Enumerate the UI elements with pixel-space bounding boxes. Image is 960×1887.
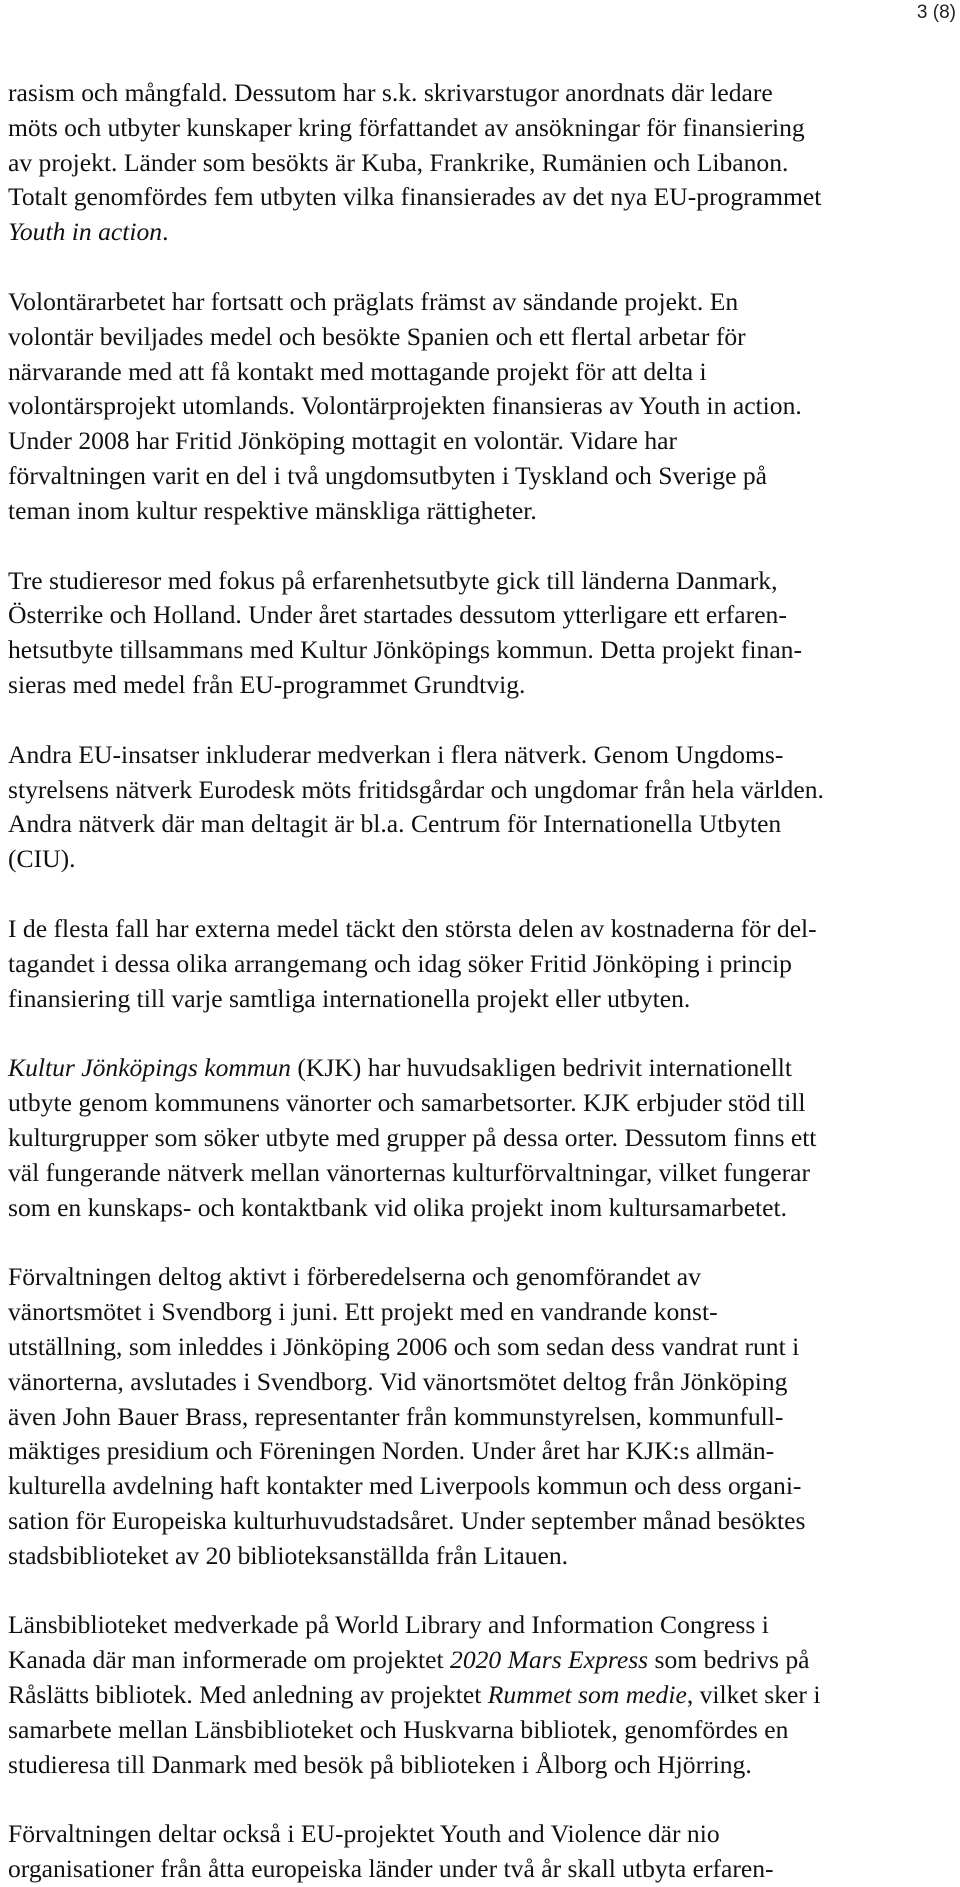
- italic-text: Kultur Jönköpings kommun: [8, 1053, 291, 1083]
- text-line: [8, 215, 948, 250]
- text-segment: Länsbiblioteket medverkade på World Library and Information Congress i: [8, 1610, 769, 1640]
- text-line: [8, 598, 948, 633]
- text-line: [8, 1295, 948, 1330]
- text-line: [8, 320, 948, 355]
- text-line: [8, 1086, 948, 1121]
- text-line: [8, 1156, 948, 1191]
- italic-text: Rummet som medie: [487, 1680, 687, 1710]
- text-segment: Förvaltningen deltar också i EU-projektet Youth and Violence där nio: [8, 1819, 720, 1849]
- text-segment: sation för Europeiska kulturhuvudstadsåret. Under september månad besöktes: [8, 1505, 806, 1535]
- text-line: [8, 355, 948, 390]
- document-body: [8, 76, 948, 1887]
- text-line: [8, 738, 948, 773]
- text-segment: även John Bauer Brass, representanter från kommunstyrelsen, kommunfull-: [8, 1401, 784, 1431]
- text-segment: vänorterna, avslutades i Svendborg. Vid vänortsmötet deltog från Jönköping: [8, 1366, 788, 1396]
- text-segment: Volontärarbetet har fortsatt och präglats främst av sändande projekt. En: [8, 286, 739, 316]
- text-line: [8, 564, 948, 599]
- text-segment: Totalt genomfördes fem utbyten vilka finansierades av det nya EU-programmet: [8, 182, 822, 212]
- text-segment: som bedrivs på: [648, 1645, 810, 1675]
- text-line: [8, 424, 948, 459]
- text-segment: mäktiges presidium och Föreningen Norden. Under året har KJK:s allmän-: [8, 1436, 775, 1466]
- paragraph: [8, 1608, 948, 1782]
- text-line: [8, 1713, 948, 1748]
- text-segment: stadsbiblioteket av 20 biblioteksanställda från Litauen.: [8, 1540, 569, 1570]
- text-line: [8, 668, 948, 703]
- text-segment: rasism och mångfald. Dessutom har s.k. skrivarstugor anordnats där ledare: [8, 78, 773, 107]
- text-line: [8, 494, 948, 529]
- text-line: [8, 285, 948, 320]
- text-segment: (KJK) har huvudsakligen bedrivit internationellt: [290, 1053, 793, 1083]
- text-line: [8, 1817, 948, 1852]
- text-segment: tagandet i dessa olika arrangemang och idag söker Fritid Jönköping i princip: [8, 948, 792, 978]
- text-line: [8, 773, 948, 808]
- text-line: [8, 76, 948, 111]
- paragraph: [8, 564, 948, 703]
- text-segment: (CIU).: [8, 844, 76, 874]
- text-line: [8, 807, 948, 842]
- text-line: [8, 459, 948, 494]
- text-segment: utbyte genom kommunens vänorter och samarbetsorter. KJK erbjuder stöd till: [8, 1088, 806, 1118]
- text-segment: kulturella avdelning haft kontakter med Liverpools kommun och dess organi-: [8, 1471, 802, 1501]
- text-line: [8, 1330, 948, 1365]
- text-segment: Råslätts bibliotek. Med anledning av projektet: [8, 1680, 488, 1710]
- text-segment: Andra nätverk där man deltagit är bl.a. Centrum för Internationella Utbyten: [8, 809, 782, 839]
- text-line: [8, 1191, 948, 1226]
- text-segment: kulturgrupper som söker utbyte med grupper på dessa orter. Dessutom finns ett: [8, 1122, 817, 1152]
- text-segment: Österrike och Holland. Under året startades dessutom ytterligare ett erfaren-: [8, 600, 787, 630]
- paragraph: [8, 1051, 948, 1225]
- text-segment: teman inom kultur respektive mänskliga rättigheter.: [8, 495, 537, 525]
- text-line: [8, 1400, 948, 1435]
- text-line: [8, 146, 948, 181]
- text-line: [8, 633, 948, 668]
- paragraph: [8, 76, 948, 250]
- paragraph: [8, 1817, 948, 1887]
- text-line: [8, 1051, 948, 1086]
- text-segment: studieresa till Danmark med besök på biblioteken i Ålborg och Hjörring.: [8, 1749, 752, 1779]
- text-line: [8, 1678, 948, 1713]
- text-line: [8, 1643, 948, 1678]
- paragraph: [8, 738, 948, 877]
- text-line: [8, 1504, 948, 1539]
- text-segment: möts och utbyter kunskaper kring författandet av ansökningar för finansiering: [8, 112, 805, 142]
- text-segment: Förvaltningen deltog aktivt i förberedelserna och genomförandet av: [8, 1262, 701, 1292]
- text-line: [8, 1539, 948, 1574]
- text-segment: Kanada där man informerade om projektet: [8, 1645, 451, 1675]
- italic-text: 2020 Mars Express: [450, 1645, 649, 1675]
- text-line: [8, 1434, 948, 1469]
- text-segment: I de flesta fall har externa medel täckt den största delen av kostnaderna för del-: [8, 913, 817, 943]
- paragraph: [8, 912, 948, 1016]
- text-segment: som en kunskaps- och kontaktbank vid olika projekt inom kultursamarbetet.: [8, 1192, 788, 1222]
- text-line: [8, 842, 948, 877]
- text-segment: sieras med medel från EU-programmet Grundtvig.: [8, 669, 526, 699]
- text-line: [8, 180, 948, 215]
- text-line: [8, 912, 948, 947]
- text-segment: vänortsmötet i Svendborg i juni. Ett projekt med en vandrande konst-: [8, 1297, 718, 1327]
- text-segment: volontär beviljades medel och besökte Spanien och ett flertal arbetar för: [8, 321, 746, 351]
- text-line: [8, 1469, 948, 1504]
- text-segment: , vilket sker i: [686, 1680, 821, 1710]
- text-segment: volontärsprojekt utomlands. Volontärprojekten finansieras av Youth in action.: [8, 391, 802, 421]
- italic-text: Youth in action: [8, 217, 163, 247]
- text-line: [8, 1365, 948, 1400]
- text-line: [8, 982, 948, 1017]
- text-segment: finansiering till varje samtliga internationella projekt eller utbyten.: [8, 983, 691, 1013]
- text-line: [8, 1260, 948, 1295]
- paragraph: [8, 285, 948, 529]
- page-number: 3 (8): [916, 2, 956, 23]
- text-segment: väl fungerande nätverk mellan vänorternas kulturförvaltningar, vilket fungerar: [8, 1157, 811, 1187]
- text-segment: utställning, som inleddes i Jönköping 2006 och som sedan dess vandrat runt i: [8, 1331, 800, 1361]
- text-segment: hetsutbyte tillsammans med Kultur Jönköpings kommun. Detta projekt finan-: [8, 635, 803, 665]
- text-segment: av projekt. Länder som besökts är Kuba, Frankrike, Rumänien och Libanon.: [8, 147, 789, 177]
- text-line: [8, 1852, 948, 1887]
- text-segment: organisationer från åtta europeiska länder under två år skall utbyta erfaren-: [8, 1854, 774, 1884]
- text-line: [8, 947, 948, 982]
- text-segment: närvarande med att få kontakt med mottagande projekt för att delta i: [8, 356, 707, 386]
- text-line: [8, 1121, 948, 1156]
- text-segment: .: [162, 217, 169, 247]
- text-segment: Andra EU-insatser inkluderar medverkan i flera nätverk. Genom Ungdoms-: [8, 739, 784, 769]
- paragraph: [8, 1260, 948, 1573]
- text-line: [8, 1608, 948, 1643]
- text-line: [8, 111, 948, 146]
- text-line: [8, 1748, 948, 1783]
- text-line: [8, 389, 948, 424]
- text-segment: samarbete mellan Länsbiblioteket och Huskvarna bibliotek, genomfördes en: [8, 1714, 789, 1744]
- text-segment: Under 2008 har Fritid Jönköping mottagit en volontär. Vidare har: [8, 426, 677, 456]
- text-segment: förvaltningen varit en del i två ungdomsutbyten i Tyskland och Sverige på: [8, 460, 767, 490]
- text-segment: Tre studieresor med fokus på erfarenhetsutbyte gick till länderna Danmark,: [8, 565, 778, 595]
- text-segment: styrelsens nätverk Eurodesk möts fritidsgårdar och ungdomar från hela världen.: [8, 774, 824, 804]
